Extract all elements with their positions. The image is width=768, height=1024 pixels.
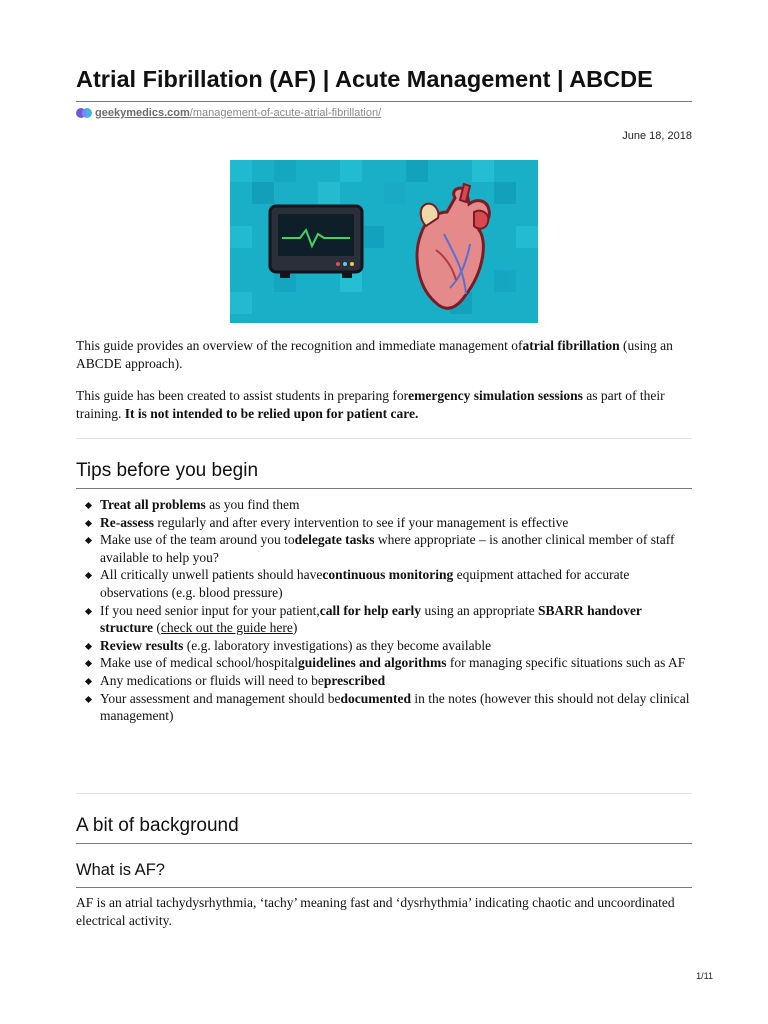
source-host[interactable]: geekymedics.com — [95, 107, 190, 119]
background-rule — [76, 843, 692, 844]
list-item: Any medications or fluids will need to beprescribed — [100, 672, 690, 690]
list-item: All critically unwell patients should havecontinuous monitoring equipment attached for accurate observations (e.g. blood pressure) — [100, 566, 690, 601]
af-definition: AF is an atrial tachydysrhythmia, ‘tachy’ meaning fast and ‘dysrhythmia’ indicating chaotic and uncoordinated electrical activity. — [76, 895, 675, 928]
what-is-af-heading: What is AF? — [76, 861, 165, 879]
list-item: Treat all problems as you find them — [100, 496, 690, 514]
section-separator — [76, 793, 692, 794]
list-item: Make use of medical school/hospitalguidelines and algorithms for managing specific situations such as AF — [100, 654, 690, 672]
source-url[interactable] — [76, 107, 381, 119]
title-rule — [76, 101, 692, 102]
sbarr-guide-link[interactable]: check out the guide here — [160, 620, 293, 636]
source-path[interactable]: /management-of-acute-atrial-fibrillation/ — [189, 107, 382, 119]
list-item: Your assessment and management should bedocumented in the notes (however this should not delay clinical management) — [100, 690, 690, 724]
list-item: Make use of the team around you todelegate tasks where appropriate – is another clinical member of staff available to help you? — [100, 531, 690, 566]
brain-logo-icon — [76, 107, 92, 119]
list-item: Review results (e.g. laboratory investigations) as they become available — [100, 637, 690, 655]
hero-image — [230, 160, 538, 323]
intro-paragraph-2: This guide has been created to assist students in preparing foremergency simulation sessions as part of their training. It is not intended to be relied upon for patient care. — [76, 388, 665, 421]
intro-paragraph-1: This guide provides an overview of the recognition and immediate management ofatrial fibrillation (using an ABCDE approach). — [76, 338, 673, 371]
list-item: Re-assess regularly and after every intervention to see if your management is effective — [100, 514, 690, 532]
section-separator — [76, 438, 692, 439]
publish-date: June 18, 2018 — [622, 130, 692, 142]
page-title: Atrial Fibrillation (AF) | Acute Management | ABCDE — [76, 66, 653, 92]
tips-rule — [76, 488, 692, 489]
tips-list — [100, 496, 690, 725]
monitor-icon — [270, 206, 362, 278]
list-item: If you need senior input for your patient,call for help early using an appropriate SBARR handover structure (check out the guide here) — [100, 602, 690, 637]
tips-heading: Tips before you begin — [76, 460, 259, 481]
background-heading: A bit of background — [76, 815, 239, 836]
page-number: 1/11 — [696, 971, 713, 981]
subheading-rule — [76, 887, 692, 888]
